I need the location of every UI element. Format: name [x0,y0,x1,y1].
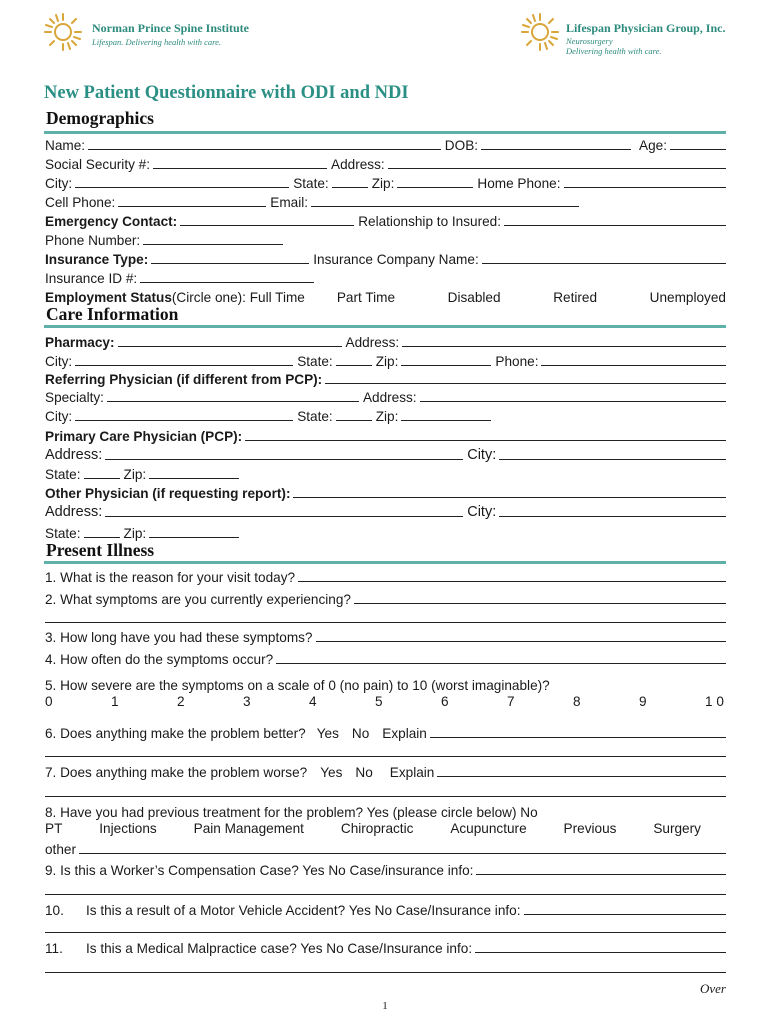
q1-field[interactable] [298,568,726,582]
insurance-id-field[interactable] [140,269,314,283]
row-q11 [45,938,726,956]
left-logo-sun-icon [42,12,84,52]
right-logo-name: Lifespan Physician Group, Inc. [566,21,726,35]
insurance-company-label: Insurance Company Name: [313,252,479,267]
pain-scale [45,694,726,709]
row-insurance-type [45,249,726,267]
pcp-label: Primary Care Physician (PCP): [45,429,243,444]
ssn-label: Social Security #: [45,157,151,172]
q6-explain-label: Explain [382,726,427,741]
city-label: City: [45,176,73,191]
scale-option[interactable]: 3 [243,694,251,709]
pharmacy-field[interactable] [118,333,342,347]
email-field[interactable] [311,193,579,207]
scale-option[interactable]: 7 [507,694,515,709]
dob-label: DOB: [444,138,479,153]
address-label: Address: [331,157,385,172]
scale-option[interactable]: 0 [45,694,53,709]
q11-field[interactable] [475,939,726,953]
referring-zip-field[interactable] [401,407,491,421]
other-city-label: City: [467,504,497,520]
other-address-field[interactable] [105,503,463,517]
referring-physician-label: Referring Physician (if different from PCP): [45,372,323,387]
row-q4 [45,649,726,667]
q11-extra-line[interactable] [45,972,726,973]
phone-number-field[interactable] [143,231,283,245]
row-q7 [45,762,726,780]
pcp-zip-label: Zip: [123,467,147,482]
cell-phone-field[interactable] [118,193,266,207]
pcp-city-label: City: [467,447,497,463]
cell-phone-label: Cell Phone: [45,195,116,210]
row-emergency [45,211,726,229]
pharmacy-address-field[interactable] [402,333,726,347]
row-insurance-id [45,268,726,286]
q6-no[interactable]: No [351,726,370,741]
pharmacy-city-label: City: [45,354,73,369]
q6-extra-line[interactable] [45,756,726,757]
city-field[interactable] [75,174,289,188]
referring-address-field[interactable] [420,388,726,402]
scale-option[interactable]: 8 [573,694,581,709]
state-field[interactable] [332,174,368,188]
scale-option[interactable]: 1 0 [705,694,724,709]
pharmacy-address-label: Address: [345,335,400,350]
q7-no[interactable]: No [355,765,373,780]
scale-option[interactable]: 1 [111,694,119,709]
referring-city-label: City: [45,409,73,424]
q10-extra-line[interactable] [45,932,726,933]
pharmacy-state-field[interactable] [336,352,372,366]
treatment-option[interactable]: Previous [563,821,617,836]
q7-label: 7. Does anything make the problem worse? [45,765,308,780]
row-city [45,173,726,191]
row-q6 [45,723,726,741]
pharmacy-phone-label: Phone: [495,354,539,369]
pcp-address-field[interactable] [105,446,463,460]
employment-option[interactable]: Unemployed [649,290,726,305]
other-state-label: State: [45,526,81,541]
care-rule [44,325,726,328]
pharmacy-city-field[interactable] [75,352,293,366]
pcp-field[interactable] [245,427,726,441]
q6-yes[interactable]: Yes [316,726,339,741]
email-label: Email: [270,195,309,210]
demographics-rule [44,131,726,134]
row-other-physician [45,483,726,501]
row-referring [45,369,726,387]
treatment-option[interactable]: Chiropractic [340,821,414,836]
q7-yes[interactable]: Yes [320,765,343,780]
other-physician-label: Other Physician (if requesting report): [45,486,291,501]
q9-field[interactable] [476,861,726,875]
illness-heading: Present Illness [46,540,155,560]
q2-field[interactable] [354,590,726,604]
home-phone-label: Home Phone: [477,176,561,191]
scale-option[interactable]: 2 [177,694,185,709]
treatment-options [45,821,726,836]
referring-physician-field[interactable] [325,370,726,384]
row-q2 [45,589,726,607]
q10-number: 10. [45,903,64,918]
pcp-city-field[interactable] [499,446,726,460]
treatment-option[interactable]: Surgery [653,821,701,836]
scale-option[interactable]: 6 [441,694,449,709]
q11-number: 11. [45,941,63,956]
scale-option[interactable]: 5 [375,694,383,709]
name-label: Name: [45,138,86,153]
page-number: 1 [382,1000,388,1012]
q8-label: 8. Have you had previous treatment for the problem? Yes (please circle below) No [45,805,538,820]
other-zip-label: Zip: [123,526,147,541]
q7-explain-label: Explain [389,765,435,780]
row-pharmacy [45,332,726,350]
row-q3 [45,627,726,645]
phone-number-label: Phone Number: [45,233,141,248]
q7-extra-line[interactable] [45,796,726,797]
treatment-option[interactable]: Injections [99,821,157,836]
home-phone-field[interactable] [564,174,726,188]
scale-option[interactable]: 4 [309,694,317,709]
pharmacy-label: Pharmacy: [45,335,115,350]
care-heading: Care Information [46,304,179,324]
q4-field[interactable] [276,650,726,664]
right-logo-sun-icon [519,12,561,52]
pcp-address-label: Address: [45,447,103,463]
referring-zip-label: Zip: [375,409,399,424]
insurance-type-label: Insurance Type: [45,252,149,267]
q9-label: 9. Is this a Worker’s Compensation Case? Yes No Case/insurance info: [45,863,474,878]
q1-label: 1. What is the reason for your visit today? [45,570,296,585]
scale-option[interactable]: 9 [639,694,647,709]
illness-rule [44,561,726,564]
specialty-label: Specialty: [45,390,104,405]
referring-address-label: Address: [362,390,417,405]
insurance-company-field[interactable] [482,250,726,264]
row-phone-number [45,230,726,248]
q9-extra-line[interactable] [45,894,726,895]
insurance-type-field[interactable] [151,250,309,264]
zip-label: Zip: [371,176,395,191]
pcp-zip-field[interactable] [149,465,239,479]
pharmacy-zip-label: Zip: [375,354,399,369]
employment-option[interactable]: Disabled [447,290,501,305]
treatment-option[interactable]: PT [45,821,63,836]
relationship-field[interactable] [504,212,726,226]
ssn-field[interactable] [153,155,327,169]
referring-state-field[interactable] [336,407,372,421]
right-logo-tagline: Delivering health with care. [566,46,662,56]
row-ssn [45,154,726,172]
age-label: Age: [639,138,667,153]
row-cell [45,192,726,210]
dob-field[interactable] [481,136,631,150]
age-field[interactable] [670,136,726,150]
row-name [45,135,726,153]
q3-label: 3. How long have you had these symptoms? [45,630,313,645]
q2-label: 2. What symptoms are you currently experiencing? [45,592,351,607]
pharmacy-zip-field[interactable] [401,352,491,366]
row-pcp-address [45,445,726,463]
q7-explain-field[interactable] [437,763,726,777]
address-field[interactable] [388,155,726,169]
q6-label: 6. Does anything make the problem better? [45,726,306,741]
q10-label: Is this a result of a Motor Vehicle Accident? Yes No Case/Insurance info: [86,903,521,918]
employment-option[interactable]: Retired [553,290,598,305]
over-note: Over [700,981,726,996]
specialty-field[interactable] [107,388,359,402]
row-pcp-state [45,464,726,482]
row-q1 [45,567,726,585]
q5-label: 5. How severe are the symptoms on a scale of 0 (no pain) to 10 (worst imaginable)? [45,678,550,693]
pcp-state-label: State: [45,467,81,482]
right-logo-dept: Neurosurgery [566,36,613,46]
left-logo-name: Norman Prince Spine Institute [92,21,249,35]
emergency-contact-label: Emergency Contact: [45,214,178,229]
row-other-state [45,523,726,541]
other-zip-field[interactable] [149,524,239,538]
referring-state-label: State: [297,409,333,424]
other-state-field[interactable] [84,524,120,538]
employment-status-label: Employment Status [45,290,172,305]
state-label: State: [293,176,329,191]
name-field[interactable] [88,136,441,150]
q3-field[interactable] [316,628,727,642]
row-q9 [45,860,726,878]
row-specialty [45,387,726,405]
treatment-option[interactable]: Acupuncture [450,821,527,836]
row-q10 [45,900,726,918]
page-title: New Patient Questionnaire with ODI and NDI [44,83,409,103]
row-referring-city [45,406,726,424]
referring-city-field[interactable] [75,407,293,421]
pcp-state-field[interactable] [84,465,120,479]
employment-option[interactable]: Part Time [336,290,396,305]
q11-label: Is this a Medical Malpractice case? Yes No Case/Insurance info: [86,941,473,956]
emergency-contact-field[interactable] [180,212,354,226]
row-q8-other [45,839,726,857]
row-other-address [45,502,726,520]
zip-field[interactable] [397,174,473,188]
q10-field[interactable] [524,901,727,915]
row-employment [45,287,726,305]
q2-extra-line[interactable] [45,622,726,623]
q8-other-field[interactable] [79,840,726,854]
q4-label: 4. How often do the symptoms occur? [45,652,274,667]
pharmacy-phone-field[interactable] [541,352,726,366]
relationship-label: Relationship to Insured: [358,214,502,229]
other-address-label: Address: [45,504,103,520]
row-pharmacy-city [45,351,726,369]
row-pcp [45,426,726,444]
insurance-id-label: Insurance ID #: [45,271,138,286]
left-logo-tagline: Lifespan. Delivering health with care. [92,37,222,47]
demographics-heading: Demographics [46,108,154,128]
other-physician-field[interactable] [293,484,726,498]
q8-other-label: other [45,842,76,857]
other-city-field[interactable] [499,503,726,517]
row-q5 [45,675,726,693]
treatment-option[interactable]: Pain Management [193,821,304,836]
row-q8 [45,802,726,820]
q6-explain-field[interactable] [430,724,726,738]
pharmacy-state-label: State: [297,354,333,369]
employment-hint: (Circle one): Full Time [171,290,305,305]
